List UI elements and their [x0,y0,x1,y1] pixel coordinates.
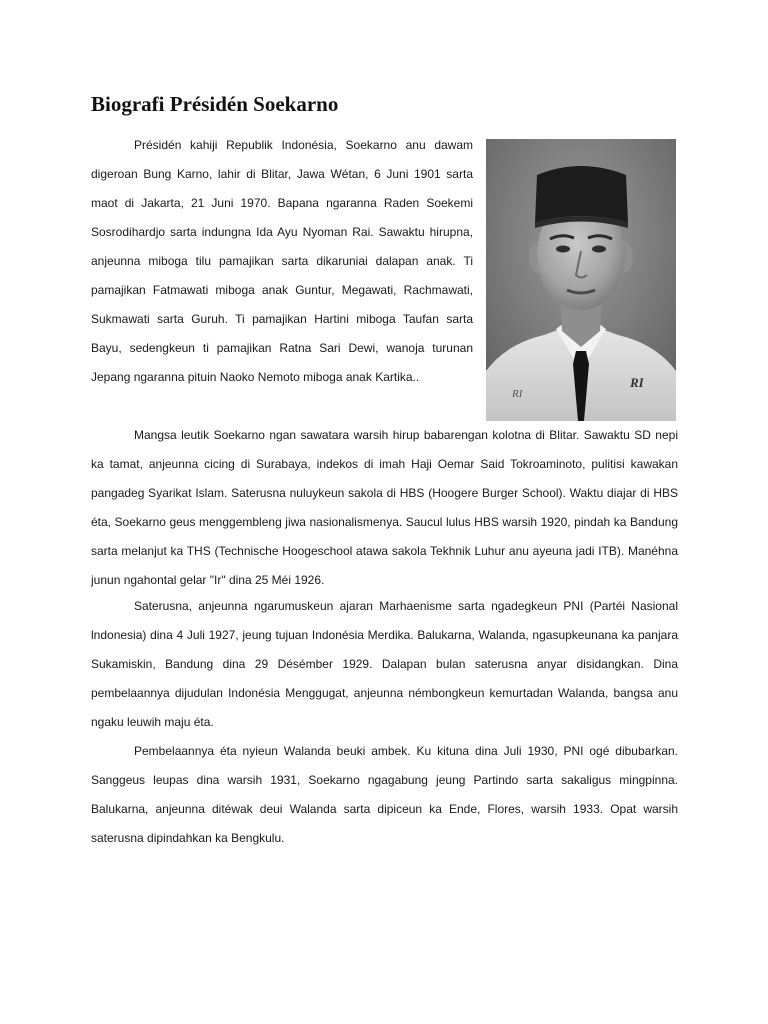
portrait-photo [486,139,676,421]
paragraph-4: Pembelaannya éta nyieun Walanda beuki ambek. Ku kituna dina Juli 1930, PNI ogé dibubarkan. Sanggeus leupas dina warsih 1931, Soekarno ngagabung jeung Partindo sarta sakaligus mingpinna. Balukarna, anjeunna ditéwak deui Walanda sarta dipiceun ka Ende, Flores, warsih 1933. Opat warsih saterusna dipindahkan ka Bengkulu. [91,744,678,845]
paragraph-1: Présidén kahiji Republik Indonésia, Soekarno anu dawam digeroan Bung Karno, lahir di Blitar, Jawa Wétan, 6 Juni 1901 sarta maot di Jakarta, 21 Juni 1970. Bapana ngaranna Raden Soekemi Sosrodihardjo sarta indungna Ida Ayu Nyoman Rai. Sawaktu hirupna, anjeunna miboga tilu pamajikan sarta dikaruniai dalapan anak. Ti pamajikan Fatmawati miboga anak Guntur, Megawati, Rachmawati, Sukmawati sarta Guruh. Ti pamajikan Hartini miboga Taufan sarta Bayu, sedengkeun ti pamajikan Ratna Sari Dewi, wanoja turunan Jepang ngaranna pituin Naoko Nemoto miboga anak Kartika.. [91,138,473,384]
paragraph-2: Mangsa leutik Soekarno ngan sawatara warsih hirup babarengan kolotna di Blitar. Sawaktu SD nepi ka tamat, anjeunna cicing di Surabaya, indekos di imah Haji Oemar Said Tokroaminoto, pulitisi kawakan pangadeg Syarikat Islam. Saterusna nuluykeun sakola di HBS (Hoogere Burger School). Waktu diajar di HBS éta, Soekarno geus menggembleng jiwa nasionalismenya. Saucul lulus HBS warsih 1920, pindah ka Bandung sarta melanjut ka THS (Technische Hoogeschool atawa sakola Tekhnik Luhur anu ayeuna jadi ITB). Manéhna junun ngahontal gelar "Ir" dina 25 Méi 1926. [91,428,678,587]
paragraph-3: Saterusna, anjeunna ngarumuskeun ajaran Marhaenisme sarta ngadegkeun PNI (Partéi Nasional lndonesia) dina 4 Juli 1927, jeung tujuan Indonésia Merdika. Balukarna, Walanda, ngasupkeunana ka panjara Sukamiskin, Bandung dina 29 Désémber 1929. Dalapan bulan saterusna anyar disidangkan. Dina pembelaannya dijudulan Indonésia Menggugat, anjeunna némbongkeun kemurtadan Walanda, bangsa anu ngaku leuwih maju éta. [91,599,678,729]
badge-right: RI [630,375,644,390]
page-title: Biografi Présidén Soekarno [91,92,339,116]
badge-left: RI [512,388,523,400]
